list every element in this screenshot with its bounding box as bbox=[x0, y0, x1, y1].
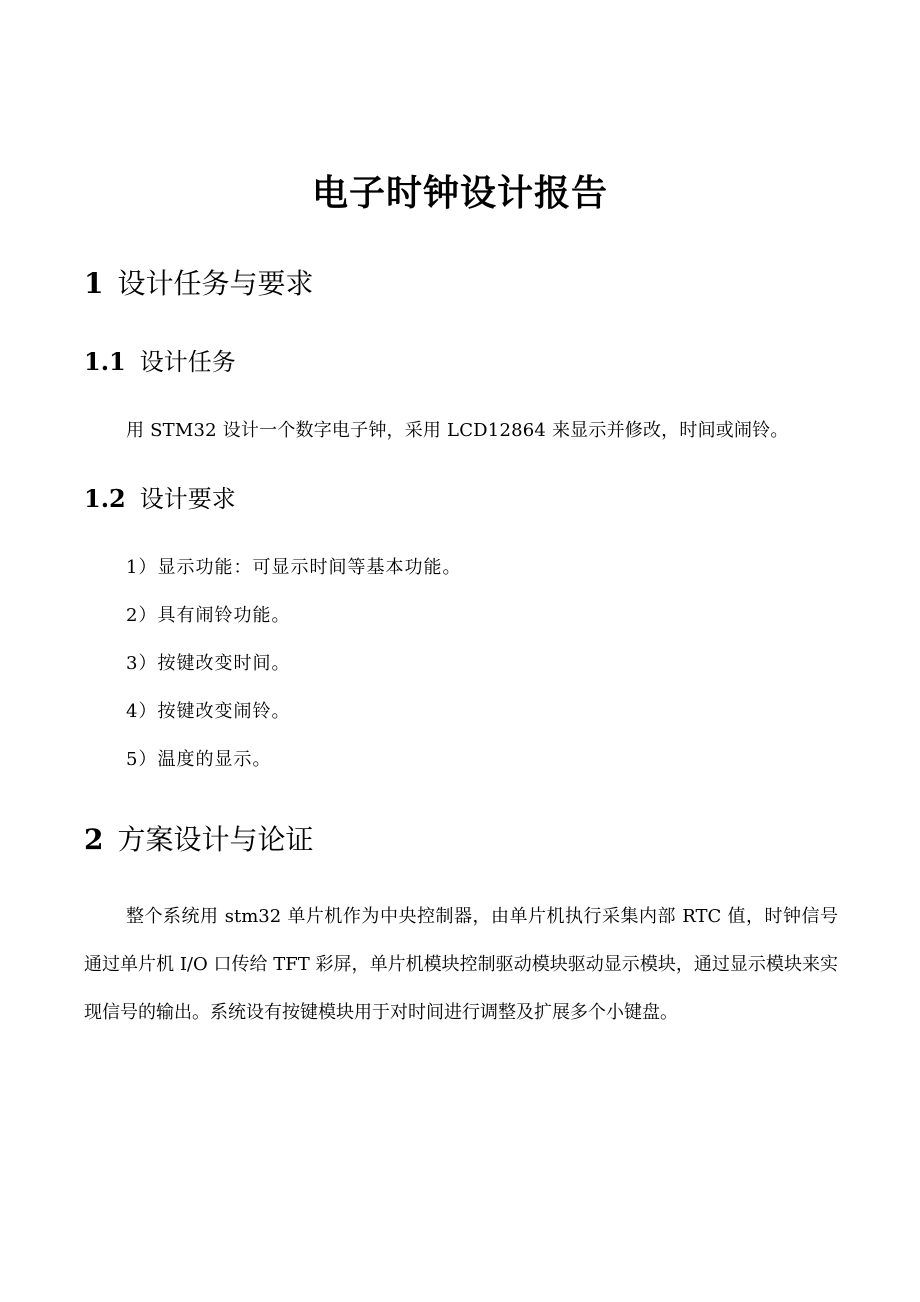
section-1-number: 1 bbox=[84, 267, 104, 300]
subsection-1-2-number: 1.2 bbox=[84, 484, 126, 513]
section-1-title: 设计任务与要求 bbox=[117, 267, 314, 300]
subsection-1-1-heading bbox=[84, 344, 236, 380]
section-2-number: 2 bbox=[84, 823, 104, 856]
section-2-heading bbox=[84, 820, 314, 860]
requirement-item: 2）具有闹铃功能。 bbox=[126, 605, 291, 626]
document-title: 电子时钟设计报告 bbox=[311, 173, 608, 214]
requirement-item: 3）按键改变时间。 bbox=[126, 653, 291, 674]
requirement-item: 5）温度的显示。 bbox=[126, 749, 272, 770]
requirements-list bbox=[126, 544, 461, 784]
design-task-paragraph: 用 STM32 设计一个数字电子钟，采用 LCD12864 来显示并修改，时间或闹铃。 bbox=[126, 420, 789, 441]
requirement-item: 4）按键改变闹铃。 bbox=[126, 701, 291, 722]
section-1-heading bbox=[84, 264, 314, 304]
requirement-item: 1）显示功能：可显示时间等基本功能。 bbox=[126, 557, 462, 578]
subsection-1-2-heading bbox=[84, 481, 236, 517]
subsection-1-1-number: 1.1 bbox=[84, 347, 126, 376]
scheme-paragraph: 整个系统用 stm32 单片机作为中央控制器，由单片机执行采集内部 RTC 值，时钟信号通过单片机 I/O 口传给 TFT 彩屏，单片机模块控制驱动模块驱动显示模块，通过显示模块来实现信号的输出。系统设有按键模块用于对时间进行调整及扩展多个小键盘。 bbox=[84, 906, 838, 1023]
subsection-1-2-title: 设计要求 bbox=[139, 485, 236, 513]
subsection-1-1-title: 设计任务 bbox=[139, 348, 236, 376]
section-2-title: 方案设计与论证 bbox=[117, 823, 314, 856]
